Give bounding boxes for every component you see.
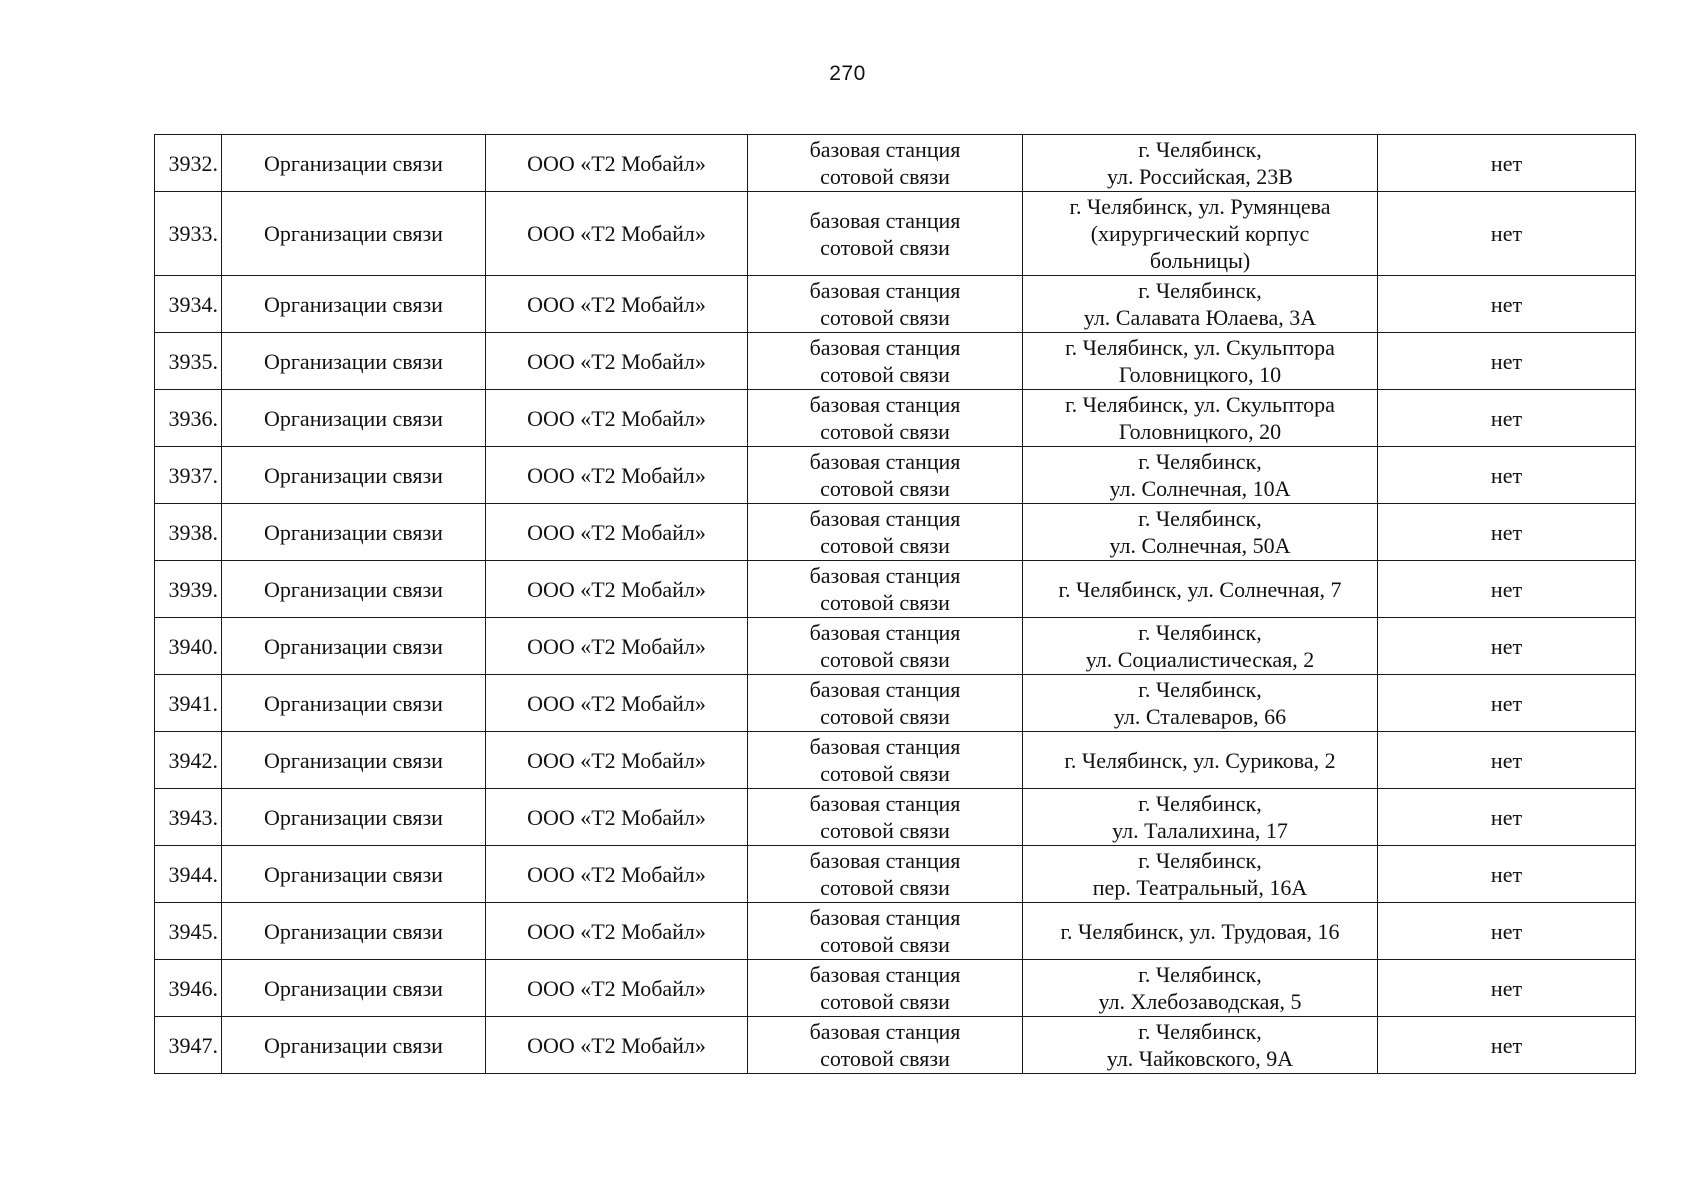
flag-cell: нет [1378,135,1636,192]
category-cell: Организации связи [222,789,486,846]
table-row [155,1017,1636,1074]
category-cell: Организации связи [222,960,486,1017]
organization-cell: ООО «Т2 Мобайл» [486,675,748,732]
organization-cell: ООО «Т2 Мобайл» [486,276,748,333]
organization-cell: ООО «Т2 Мобайл» [486,618,748,675]
object-type-cell: базовая станция сотовой связи [748,390,1023,447]
category-cell: Организации связи [222,390,486,447]
category-cell: Организации связи [222,561,486,618]
address-cell: г. Челябинск, ул. Российская, 23В [1023,135,1378,192]
organization-cell: ООО «Т2 Мобайл» [486,447,748,504]
object-type-cell: базовая станция сотовой связи [748,675,1023,732]
address-cell: г. Челябинск, ул. Скульптора Головницкого, 10 [1023,333,1378,390]
category-cell: Организации связи [222,447,486,504]
category-cell: Организации связи [222,504,486,561]
address-cell: г. Челябинск, ул. Сталеваров, 66 [1023,675,1378,732]
organization-cell: ООО «Т2 Мобайл» [486,732,748,789]
category-cell: Организации связи [222,618,486,675]
registry-table-body [155,135,1636,1074]
flag-cell: нет [1378,447,1636,504]
address-cell: г. Челябинск, ул. Солнечная, 10А [1023,447,1378,504]
organization-cell: ООО «Т2 Мобайл» [486,846,748,903]
address-cell: г. Челябинск, ул. Салавата Юлаева, 3А [1023,276,1378,333]
flag-cell: нет [1378,903,1636,960]
address-cell: г. Челябинск, ул. Солнечная, 7 [1023,561,1378,618]
category-cell: Организации связи [222,135,486,192]
category-cell: Организации связи [222,192,486,276]
address-cell: г. Челябинск, ул. Скульптора Головницкого, 20 [1023,390,1378,447]
address-cell: г. Челябинск, ул. Сурикова, 2 [1023,732,1378,789]
category-cell: Организации связи [222,846,486,903]
registry-table [154,134,1636,1074]
table-row [155,618,1636,675]
organization-cell: ООО «Т2 Мобайл» [486,903,748,960]
address-cell: г. Челябинск, пер. Театральный, 16А [1023,846,1378,903]
organization-cell: ООО «Т2 Мобайл» [486,192,748,276]
table-row [155,447,1636,504]
object-type-cell: базовая станция сотовой связи [748,903,1023,960]
category-cell: Организации связи [222,333,486,390]
category-cell: Организации связи [222,903,486,960]
row-number: 3935. [155,333,222,390]
object-type-cell: базовая станция сотовой связи [748,561,1023,618]
flag-cell: нет [1378,618,1636,675]
row-number: 3932. [155,135,222,192]
organization-cell: ООО «Т2 Мобайл» [486,789,748,846]
row-number: 3946. [155,960,222,1017]
object-type-cell: базовая станция сотовой связи [748,1017,1023,1074]
organization-cell: ООО «Т2 Мобайл» [486,333,748,390]
object-type-cell: базовая станция сотовой связи [748,333,1023,390]
flag-cell: нет [1378,675,1636,732]
address-cell: г. Челябинск, ул. Трудовая, 16 [1023,903,1378,960]
flag-cell: нет [1378,333,1636,390]
object-type-cell: базовая станция сотовой связи [748,618,1023,675]
category-cell: Организации связи [222,675,486,732]
row-number: 3933. [155,192,222,276]
category-cell: Организации связи [222,276,486,333]
organization-cell: ООО «Т2 Мобайл» [486,561,748,618]
row-number: 3945. [155,903,222,960]
category-cell: Организации связи [222,1017,486,1074]
object-type-cell: базовая станция сотовой связи [748,732,1023,789]
flag-cell: нет [1378,276,1636,333]
organization-cell: ООО «Т2 Мобайл» [486,1017,748,1074]
organization-cell: ООО «Т2 Мобайл» [486,960,748,1017]
table-row [155,903,1636,960]
address-cell: г. Челябинск, ул. Социалистическая, 2 [1023,618,1378,675]
flag-cell: нет [1378,789,1636,846]
row-number: 3934. [155,276,222,333]
object-type-cell: базовая станция сотовой связи [748,960,1023,1017]
address-cell: г. Челябинск, ул. Чайковского, 9А [1023,1017,1378,1074]
organization-cell: ООО «Т2 Мобайл» [486,135,748,192]
address-cell: г. Челябинск, ул. Талалихина, 17 [1023,789,1378,846]
table-row [155,504,1636,561]
flag-cell: нет [1378,960,1636,1017]
table-row [155,192,1636,276]
table-row [155,675,1636,732]
table-row [155,276,1636,333]
table-row [155,846,1636,903]
table-row [155,789,1636,846]
row-number: 3936. [155,390,222,447]
row-number: 3941. [155,675,222,732]
flag-cell: нет [1378,192,1636,276]
organization-cell: ООО «Т2 Мобайл» [486,390,748,447]
address-cell: г. Челябинск, ул. Солнечная, 50А [1023,504,1378,561]
flag-cell: нет [1378,390,1636,447]
row-number: 3944. [155,846,222,903]
category-cell: Организации связи [222,732,486,789]
row-number: 3943. [155,789,222,846]
flag-cell: нет [1378,732,1636,789]
object-type-cell: базовая станция сотовой связи [748,192,1023,276]
row-number: 3940. [155,618,222,675]
table-row [155,561,1636,618]
flag-cell: нет [1378,504,1636,561]
object-type-cell: базовая станция сотовой связи [748,789,1023,846]
object-type-cell: базовая станция сотовой связи [748,504,1023,561]
table-row [155,960,1636,1017]
table-row [155,135,1636,192]
object-type-cell: базовая станция сотовой связи [748,276,1023,333]
page-number: 270 [829,62,866,85]
object-type-cell: базовая станция сотовой связи [748,135,1023,192]
table-row [155,333,1636,390]
row-number: 3938. [155,504,222,561]
table-row [155,732,1636,789]
address-cell: г. Челябинск, ул. Хлебозаводская, 5 [1023,960,1378,1017]
flag-cell: нет [1378,1017,1636,1074]
address-cell: г. Челябинск, ул. Румянцева (хирургический корпус больницы) [1023,192,1378,276]
organization-cell: ООО «Т2 Мобайл» [486,504,748,561]
table-row [155,390,1636,447]
object-type-cell: базовая станция сотовой связи [748,846,1023,903]
row-number: 3942. [155,732,222,789]
object-type-cell: базовая станция сотовой связи [748,447,1023,504]
flag-cell: нет [1378,561,1636,618]
row-number: 3937. [155,447,222,504]
row-number: 3947. [155,1017,222,1074]
row-number: 3939. [155,561,222,618]
flag-cell: нет [1378,846,1636,903]
